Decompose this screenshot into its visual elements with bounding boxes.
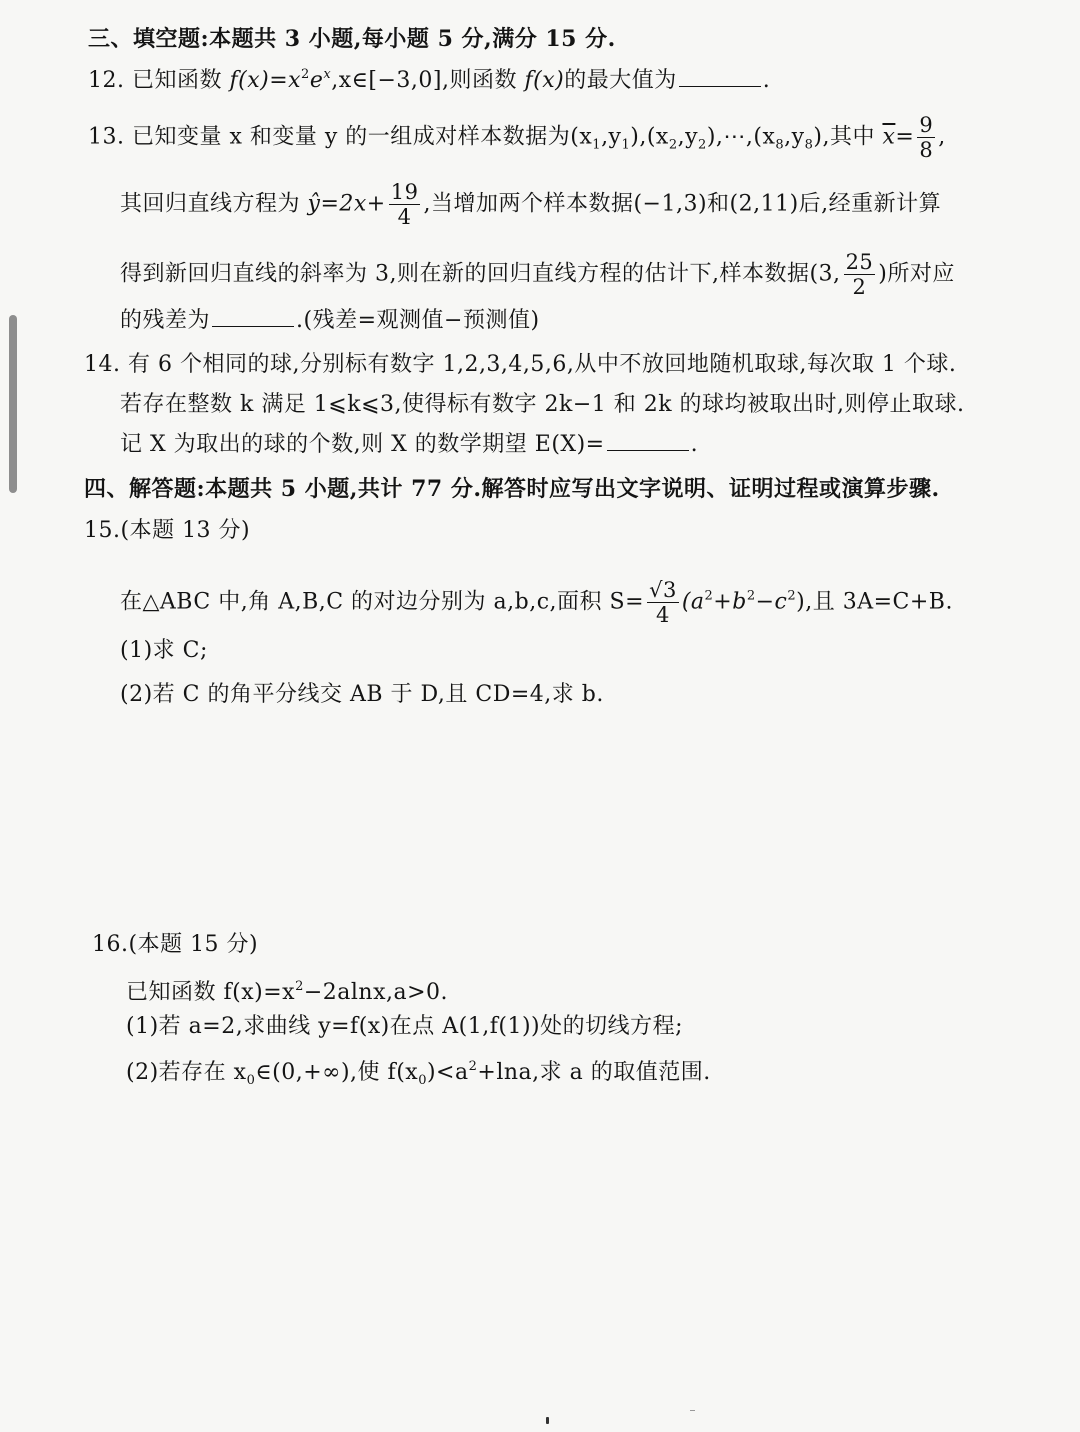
q13-sub: 8: [804, 137, 814, 153]
q13-sub: 1: [592, 137, 602, 153]
q13-fraction-9-8: [917, 113, 935, 162]
q13-xbar: $\overline{x}$: [882, 124, 896, 150]
q16-sub: 0: [418, 1073, 427, 1088]
q15-sq: 2: [746, 588, 756, 604]
question-12: [88, 60, 770, 96]
q13-pair-text: ,y: [784, 124, 805, 150]
q15-stem-prefix: 在△ABC 中,角 A,B,C 的对边分别为 a,b,c,面积 S=: [120, 589, 645, 615]
page-mark: [690, 1410, 695, 1411]
q13-line1-rest: ,其中: [822, 124, 883, 150]
q16-sub: 0: [246, 1073, 256, 1088]
q15-stem-suffix: ),且 3A=C+B.: [796, 589, 953, 615]
frac-denominator: 4: [397, 205, 412, 229]
q13-line4-prefix: 的残差为: [120, 308, 211, 333]
q16-part2-prefix: (2)若存在 x: [126, 1060, 247, 1085]
q13-line4-suffix: .(残差=观测值−预测值): [296, 308, 540, 333]
q12-exp2: x: [323, 67, 332, 82]
question-14-line3: [120, 430, 698, 460]
section4-heading: 四、解答题:本题共 5 小题,共计 77 分.解答时应写出文字说明、证明过程或演算步骤.: [84, 476, 940, 502]
question-13-line4: [120, 306, 540, 336]
scrollbar[interactable]: [9, 315, 17, 493]
question-16-title: 16.(本题 15 分): [92, 932, 259, 957]
frac-numerator: 9: [919, 113, 934, 137]
frac-numerator: √3: [649, 578, 677, 602]
q13-fraction-25-2: [844, 250, 876, 299]
q15-stem-c: −c: [755, 589, 788, 615]
section3-heading: 三、填空题:本题共 3 小题,每小题 5 分,满分 15 分.: [88, 26, 616, 52]
frac-denominator: 4: [656, 603, 670, 627]
q13-line2-eq: =2x+: [320, 191, 386, 217]
q15-stem-a: (a: [681, 589, 705, 615]
question-15-part1: (1)求 C;: [120, 638, 208, 663]
q13-sub: 2: [668, 137, 678, 153]
q12-exp1: 2: [301, 67, 310, 82]
q12-fn2: f(x): [524, 68, 565, 93]
frac-numerator: 25: [845, 250, 874, 274]
question-13-line3: [120, 250, 955, 299]
question-15-part2: (2)若 C 的角平分线交 AB 于 D,且 CD=4,求 b.: [120, 682, 604, 707]
frac-denominator: 2: [852, 275, 867, 299]
q13-sub: 8: [775, 137, 785, 153]
question-15-stem: [120, 578, 953, 627]
q13-sub: 2: [698, 137, 707, 153]
page-mark: [546, 1417, 549, 1424]
q13-line2-prefix: 其回归直线方程为: [120, 191, 308, 217]
q13-pair-text: ,y: [601, 124, 622, 150]
question-15-title: 15.(本题 13 分): [84, 518, 251, 543]
q16-part2-mid2: )<a: [426, 1060, 469, 1085]
q14-line3-prefix: 记 X 为取出的球的个数,则 X 的数学期望 E(X)=: [120, 432, 605, 457]
q13-pair-text: ): [813, 124, 823, 150]
q13-yhat: ŷ: [307, 191, 321, 217]
question-13-line1: 13. 已知变量 x 和变量 y 的一组成对样本数据为$(x_1,y_1),(x_2,y_2),\cdots,(x_8,y_8)$,其中 $\overline{x}=$ $\frac{9}{8}$ ,: [88, 113, 946, 162]
frac-denominator: 8: [919, 138, 934, 162]
q14-answer-blank[interactable]: [607, 430, 689, 451]
q12-end: .: [762, 68, 771, 93]
q13-fraction-19-4: [389, 180, 421, 229]
q16-part2-mid: ∈(0,+∞),使 f(x: [255, 1060, 419, 1085]
q12-answer-blank[interactable]: [679, 66, 761, 87]
q13-line3-suffix: )所对应: [878, 261, 955, 287]
q13-line3-prefix: 得到新回归直线的斜率为 3,则在新的回归直线方程的估计下,样本数据(3,: [120, 261, 841, 287]
q16-sq: 2: [468, 1059, 478, 1074]
q14-end: .: [690, 432, 699, 457]
question-14-line1: 14. 有 6 个相同的球,分别标有数字 1,2,3,4,5,6,从中不放回地随机取球,每次取 1 个球.: [84, 352, 957, 377]
q13-line2-suffix: ,当增加两个样本数据(−1,3)和(2,11)后,经重新计算: [423, 191, 942, 217]
q16-stem-suffix: −2alnx,a>0.: [303, 980, 449, 1005]
q13-line1-prefix: 13. 已知变量 x 和变量 y 的一组成对样本数据为(x: [88, 124, 593, 150]
q13-pair-text: ),⋯,(x: [706, 124, 776, 150]
q13-pair-text: ,y: [677, 124, 699, 150]
question-14-line2: 若存在整数 k 满足 1⩽k⩽3,使得标有数字 2k−1 和 2k 的球均被取出时,则停止取球.: [120, 392, 965, 417]
question-13-line2: [120, 180, 941, 229]
q16-part2-suffix: +lna,求 a 的取值范围.: [477, 1060, 711, 1085]
q12-fn: f(x)=x: [229, 68, 302, 93]
q12-prefix: 12. 已知函数: [88, 68, 230, 93]
frac-numerator: 19: [390, 180, 419, 204]
q13-answer-blank[interactable]: [212, 306, 294, 327]
q16-stem-prefix: 已知函数 f(x)=x: [126, 980, 296, 1005]
q12-domain: ,x∈[−3,0],则函数: [331, 68, 525, 93]
question-16-stem: [126, 972, 448, 1008]
q13-sub: 1: [621, 137, 631, 153]
q12-suffix: 的最大值为: [564, 68, 677, 93]
q13-pair-text: ),(x: [630, 124, 669, 150]
q15-sq: 2: [704, 588, 714, 604]
q15-sq: 2: [787, 588, 797, 604]
q16-sq: 2: [295, 979, 304, 994]
q12-e: e: [309, 68, 324, 93]
question-16-part2: [126, 1052, 711, 1096]
q15-stem-b: +b: [713, 589, 747, 615]
q15-fraction-sqrt3-4: [647, 578, 679, 627]
q13-eq: =: [895, 124, 915, 150]
question-16-part1: (1)若 a=2,求曲线 y=f(x)在点 A(1,f(1))处的切线方程;: [126, 1014, 684, 1039]
